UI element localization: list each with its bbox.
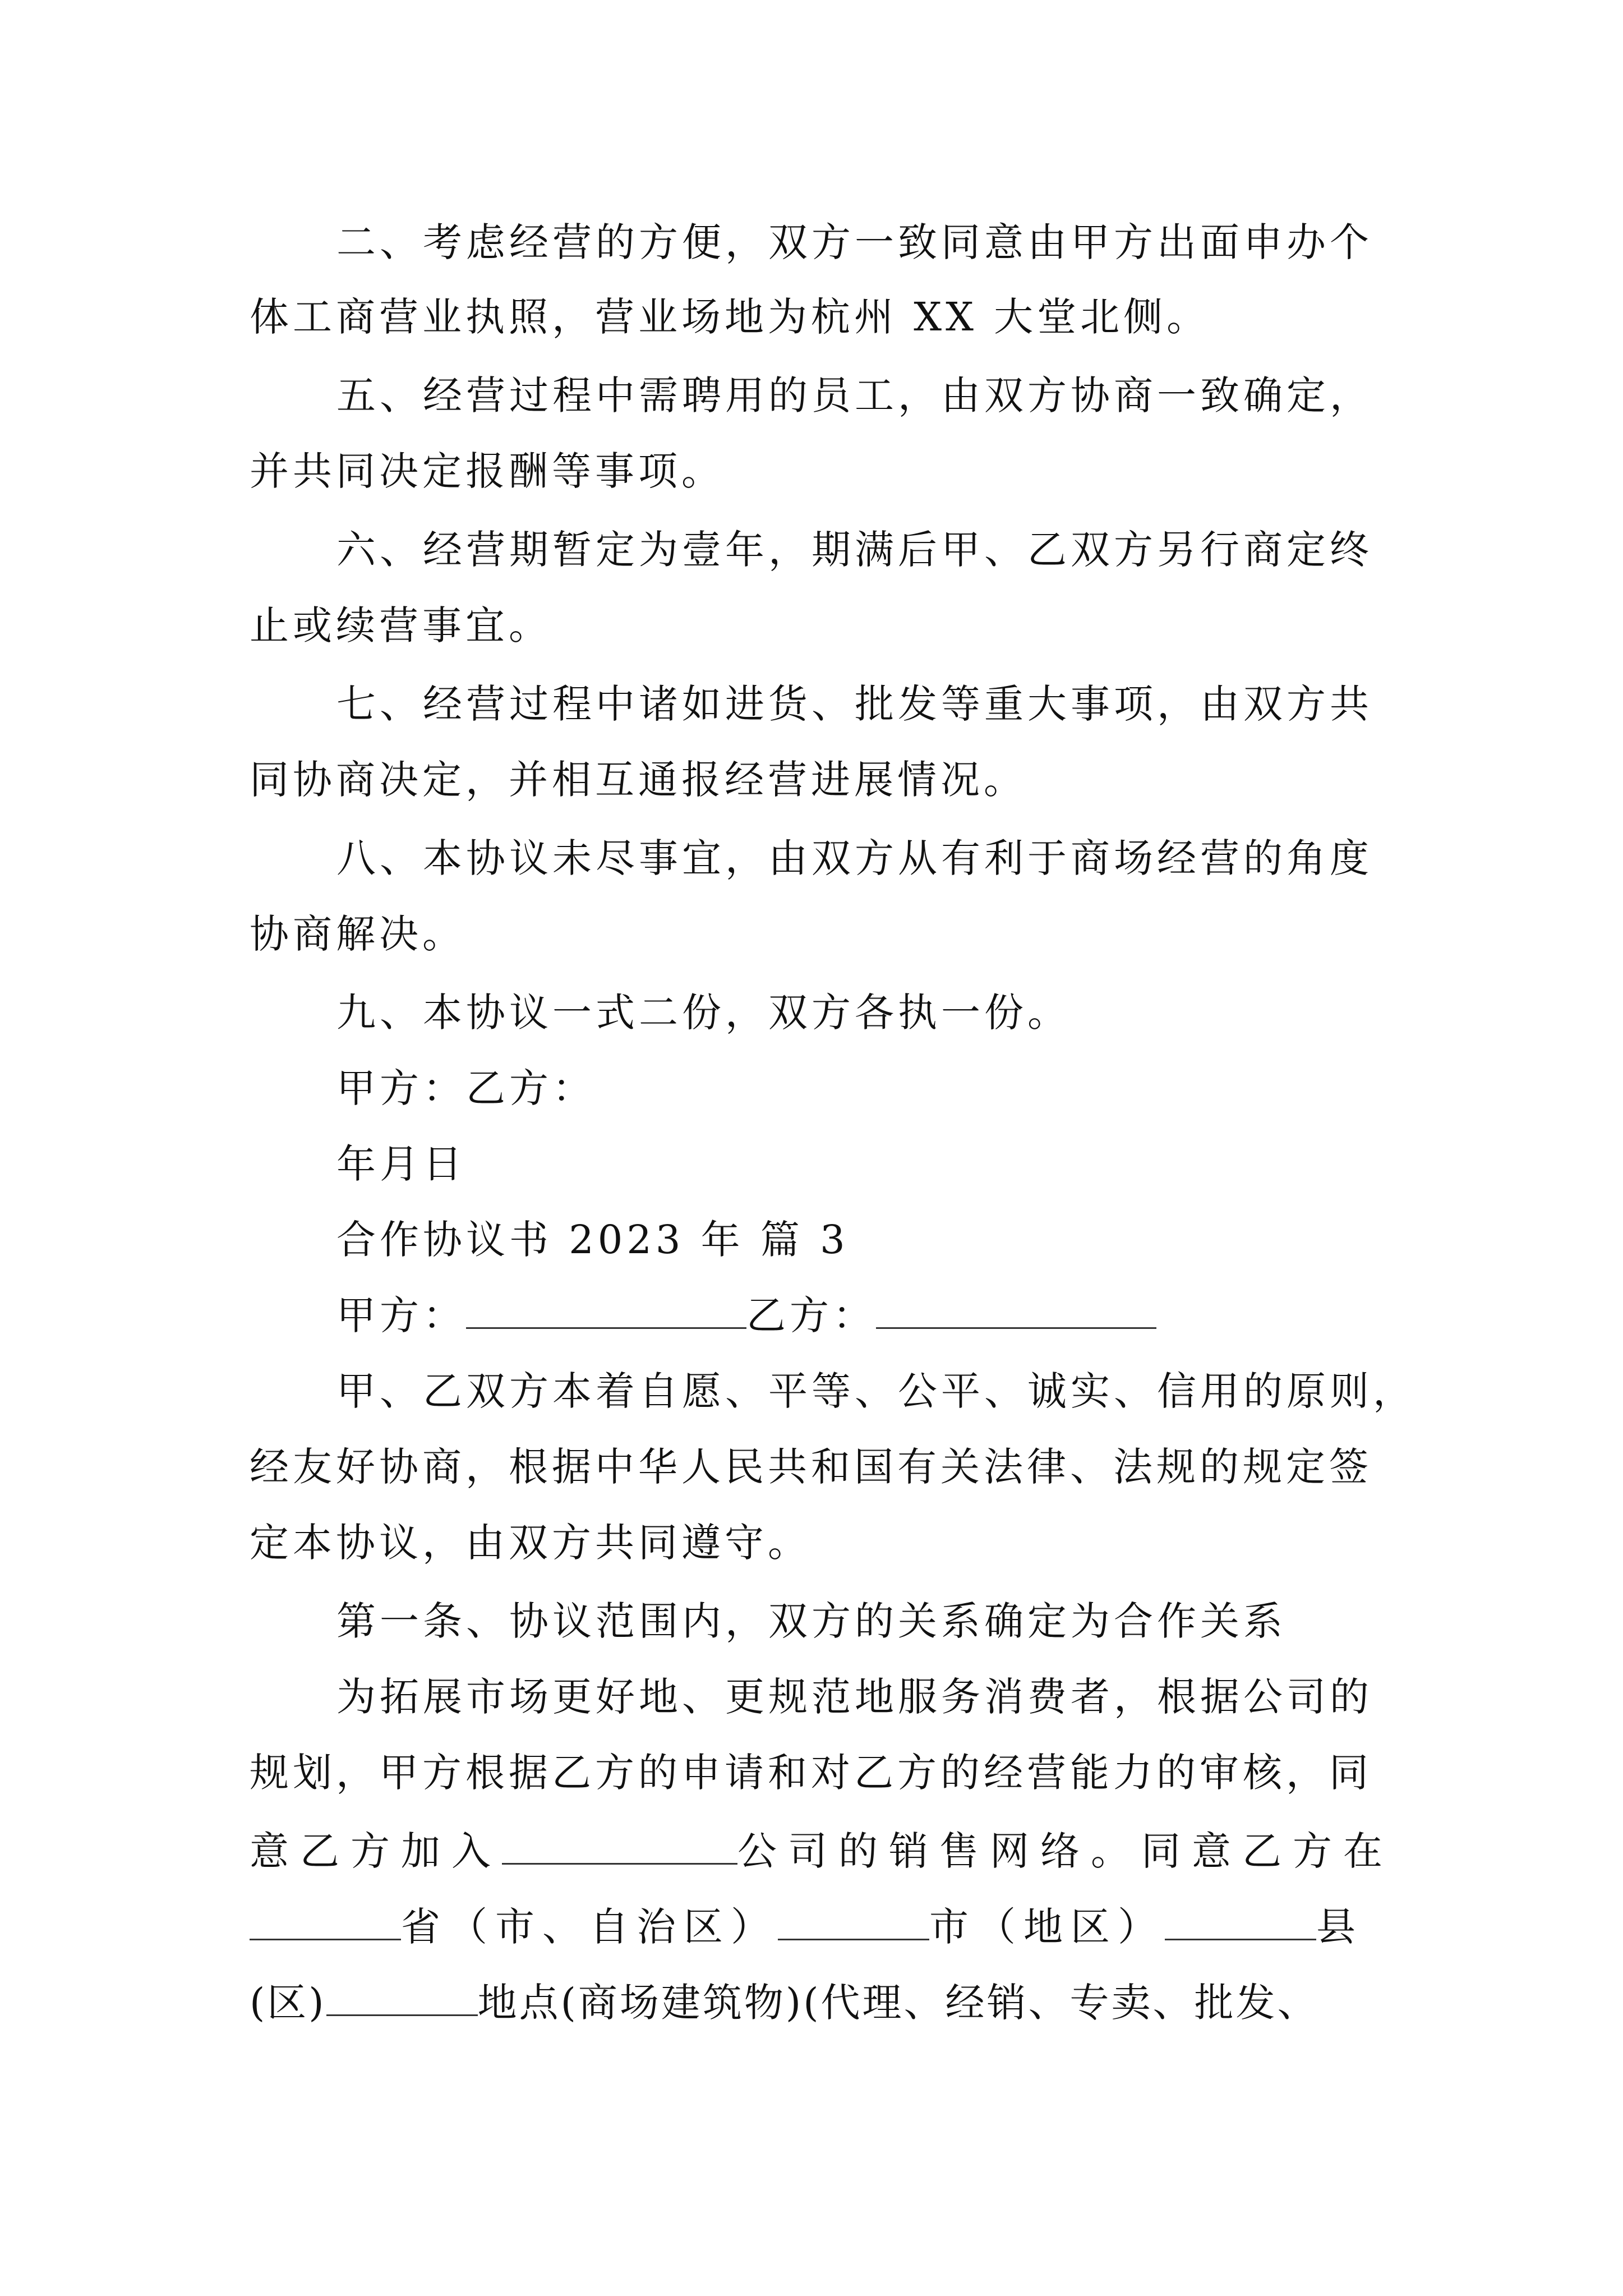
district-blank (326, 1975, 478, 2016)
paragraph-line: 甲、乙双方本着自愿、平等、公平、诚实、信用的原则， (336, 1368, 1416, 1414)
location-line (250, 1975, 1319, 2031)
paragraph-line: 体工商营业执照，营业场地为杭州 XX 大堂北侧。 (250, 294, 1210, 340)
province-label: 省（市、自治区） (401, 1904, 778, 1950)
city-blank (778, 1899, 929, 1940)
party-a-label: 甲方： (336, 1292, 466, 1338)
party-b-label: 乙方： (746, 1292, 876, 1338)
paragraph-line: 协商解决。 (250, 911, 465, 957)
paragraph-line: 九、本协议一式二份，双方各执一份。 (336, 990, 1071, 1036)
paragraph-line: 规划，甲方根据乙方的申请和对乙方的经营能力的审核，同 (250, 1750, 1372, 1796)
location-text: 地点(商场建筑物)(代理、经销、专卖、批发、 (477, 1980, 1319, 2026)
section-heading: 合作协议书 2023 年 篇 3 (336, 1217, 849, 1263)
province-blank (250, 1899, 401, 1940)
paragraph-line: 同协商决定，并相互通报经营进展情况。 (250, 757, 1027, 803)
paragraph-line: 定本协议，由双方共同遵守。 (250, 1520, 811, 1566)
paragraph-line: 止或续营事宜。 (250, 602, 552, 648)
paragraph-line: 并共同决定报酬等事项。 (250, 448, 725, 494)
paragraph-line: 七、经营过程中诸如进货、批发等重大事项，由双方共 (336, 681, 1373, 727)
paragraph-line: 经友好协商，根据中华人民共和国有关法律、法规的规定签 (250, 1444, 1372, 1490)
company-blank (502, 1824, 737, 1865)
join-line (250, 1823, 1394, 1879)
article-heading: 第一条、协议范围内，双方的关系确定为合作关系 (336, 1598, 1287, 1644)
paragraph-line: 为拓展市场更好地、更规范地服务消费者，根据公司的 (336, 1674, 1373, 1720)
paragraph-line: 六、经营期暂定为壹年，期满后甲、乙双方另行商定终 (336, 527, 1373, 573)
paragraph-line: 八、本协议未尽事宜，由双方从有利于商场经营的角度 (336, 835, 1373, 881)
paragraph-line: 甲方：乙方： (336, 1065, 596, 1111)
paragraph-line: 年月日 (336, 1141, 466, 1187)
signature-blank-line (336, 1287, 1156, 1343)
county-blank (1165, 1899, 1316, 1940)
district-label: (区) (250, 1980, 326, 2026)
county-label: 县 (1316, 1904, 1363, 1950)
city-label: 市（地区） (929, 1904, 1165, 1950)
party-b-blank (876, 1288, 1156, 1329)
party-a-blank (466, 1288, 746, 1329)
paragraph-line: 五、经营过程中需聘用的员工，由双方协商一致确定， (336, 372, 1373, 418)
join-prefix: 意乙方加入 (250, 1828, 502, 1874)
paragraph-line: 二、考虑经营的方便，双方一致同意由甲方出面申办个 (336, 219, 1373, 265)
join-suffix: 公司的销售网络。同意乙方在 (737, 1828, 1394, 1874)
region-line (250, 1899, 1363, 1955)
